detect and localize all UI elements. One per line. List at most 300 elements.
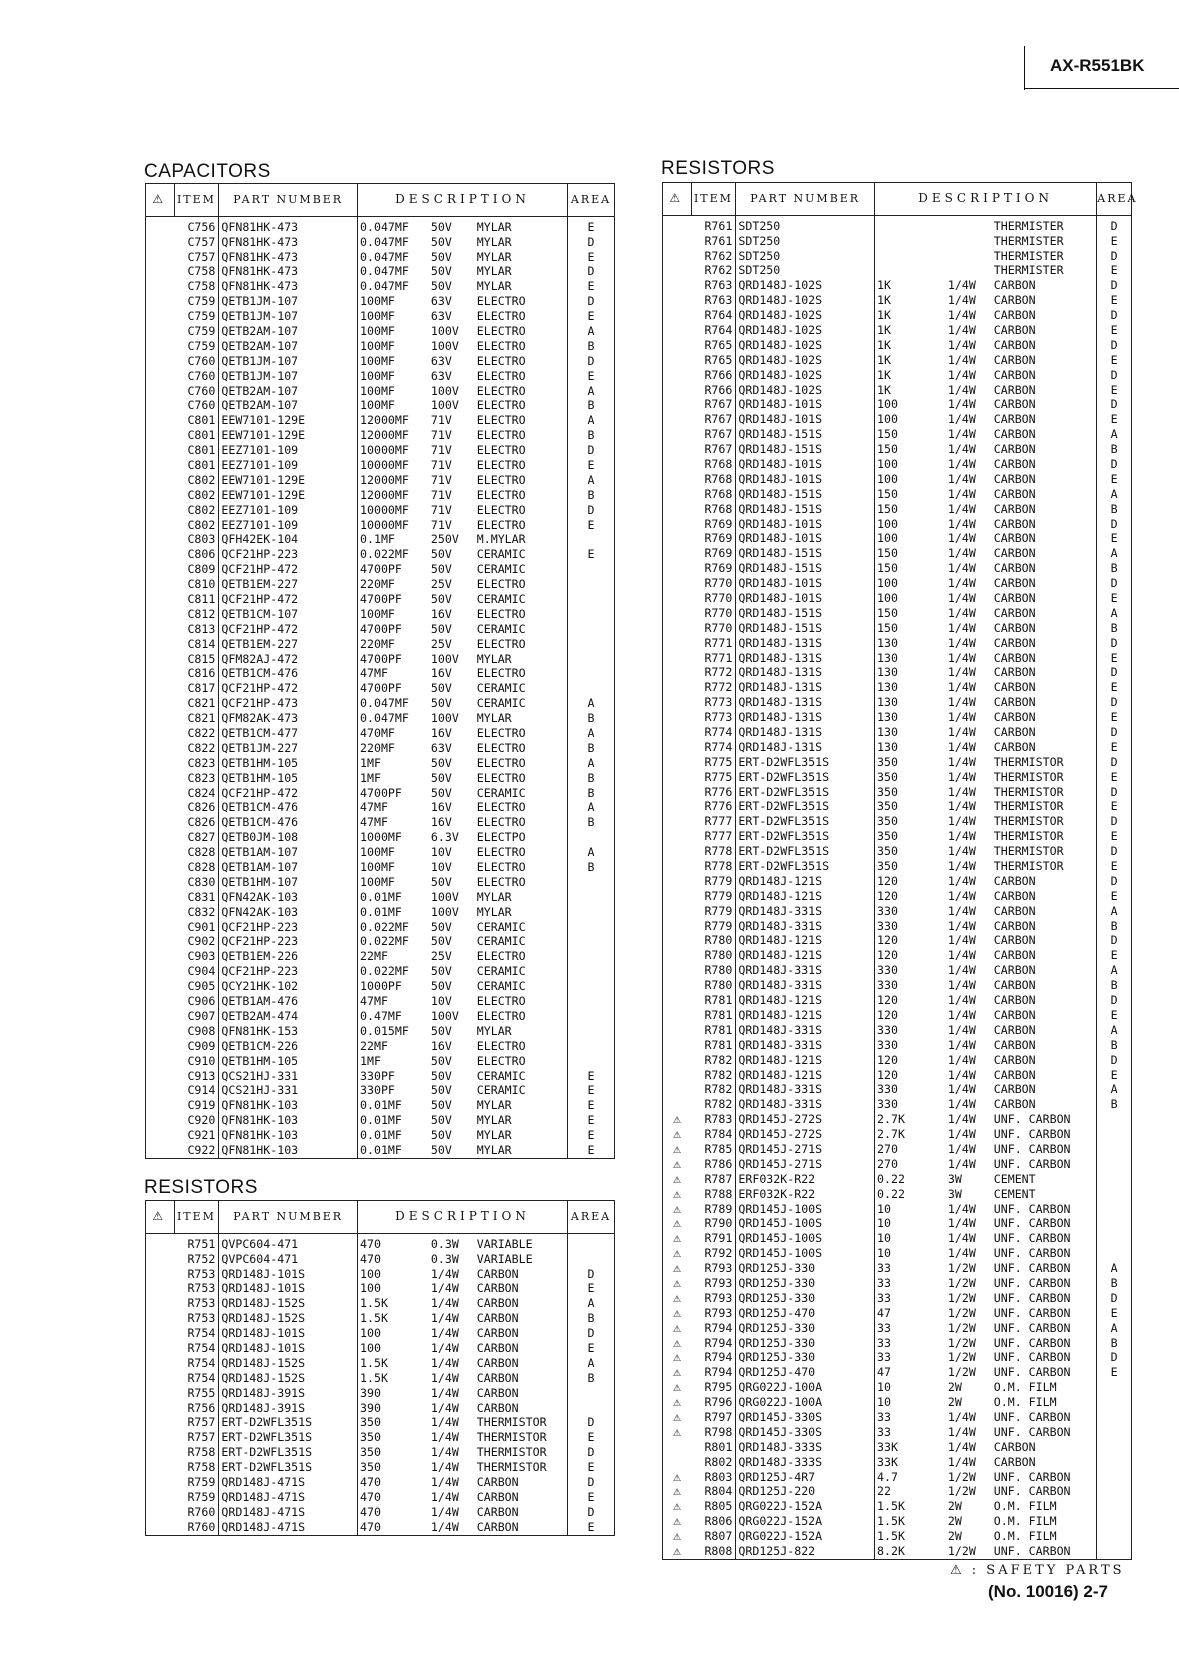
- safety-mark: [146, 1460, 175, 1475]
- table-row: [663, 636, 1132, 651]
- part-number: QRD148J-131S: [736, 636, 875, 651]
- part-number: QRD125J-330: [736, 1291, 875, 1306]
- part-number: QFN81HK-473: [219, 280, 358, 295]
- item-code: R763: [691, 293, 736, 308]
- area-code: E: [1097, 323, 1132, 338]
- type: UNF. CARBON: [992, 1425, 1097, 1440]
- value: 33: [875, 1291, 946, 1306]
- area-code: D: [1097, 308, 1132, 323]
- area-code: A: [568, 801, 615, 816]
- safety-mark: [146, 1054, 175, 1069]
- item-code: R781: [691, 993, 736, 1008]
- type: CARBON: [992, 964, 1097, 979]
- table-row: [146, 965, 615, 980]
- area-code: B: [568, 816, 615, 831]
- area-code: E: [568, 548, 615, 563]
- safety-mark: [663, 651, 692, 666]
- value: 33: [875, 1425, 946, 1440]
- table-row: [663, 547, 1132, 562]
- safety-mark: ⚠: [673, 1306, 681, 1321]
- description-column-header: DESCRIPTION: [358, 1201, 568, 1234]
- value: 350: [875, 830, 946, 845]
- table-row: [146, 935, 615, 950]
- type: MYLAR: [475, 890, 568, 905]
- table-row: [146, 1311, 615, 1326]
- item-code: R774: [691, 740, 736, 755]
- value: 220MF: [358, 637, 429, 652]
- value: 100: [875, 517, 946, 532]
- part-number: QRD148J-151S: [736, 502, 875, 517]
- table-row: [146, 592, 615, 607]
- area-code: B: [568, 339, 615, 354]
- rating: 50V: [430, 1068, 452, 1083]
- safety-mark: [663, 576, 692, 591]
- area-code: [568, 1009, 615, 1024]
- part-number: QCY21HK-102: [219, 979, 358, 994]
- value: 4700PF: [358, 622, 429, 637]
- table-row: [663, 457, 1132, 472]
- table-row: [146, 1267, 615, 1282]
- safety-mark: [146, 1024, 175, 1039]
- rating: 50V: [430, 964, 452, 979]
- table-row: [663, 681, 1132, 696]
- header-rule-vertical: [1024, 46, 1025, 90]
- value: 47MF: [358, 994, 429, 1009]
- type: MYLAR: [475, 711, 568, 726]
- safety-mark: [146, 458, 175, 473]
- table-row: [663, 532, 1132, 547]
- table-row: [146, 562, 615, 577]
- safety-mark: [663, 1053, 692, 1068]
- table-row: [663, 1410, 1132, 1425]
- part-number: QRD145J-100S: [736, 1232, 875, 1247]
- table-row: [146, 1282, 615, 1297]
- value: 4700PF: [358, 682, 429, 697]
- part-number: QRD148J-131S: [736, 651, 875, 666]
- safety-mark: [146, 488, 175, 503]
- safety-mark: [663, 800, 692, 815]
- item-code: R752: [174, 1252, 219, 1267]
- rating: 1/4W: [947, 665, 976, 680]
- part-number: QETB1JM-227: [219, 741, 358, 756]
- area-code: [1097, 1425, 1132, 1440]
- type: O.M. FILM: [992, 1500, 1097, 1515]
- item-code: R754: [174, 1326, 219, 1341]
- part-number: QRD148J-152S: [219, 1371, 358, 1386]
- area-code: D: [1097, 216, 1132, 234]
- area-code: A: [1097, 606, 1132, 621]
- item-code: R782: [691, 1053, 736, 1068]
- safety-mark: [146, 1143, 175, 1158]
- table-row: [146, 473, 615, 488]
- type: THERMISTER: [992, 234, 1097, 249]
- area-code: [1097, 1470, 1132, 1485]
- table-row: [663, 323, 1132, 338]
- safety-mark: [663, 338, 692, 353]
- type: CERAMIC: [475, 1084, 568, 1099]
- type: CARBON: [992, 532, 1097, 547]
- safety-mark: [663, 264, 692, 279]
- table-row: [663, 740, 1132, 755]
- safety-mark: [663, 978, 692, 993]
- type: CARBON: [992, 904, 1097, 919]
- value: 330: [875, 1038, 946, 1053]
- rating: 1/4W: [947, 293, 976, 308]
- area-code: E: [568, 458, 615, 473]
- safety-mark: [146, 860, 175, 875]
- rating: 1/4W: [947, 1127, 976, 1142]
- item-code: R780: [691, 978, 736, 993]
- safety-mark: [663, 517, 692, 532]
- rating: 1/4W: [947, 606, 976, 620]
- area-code: [568, 667, 615, 682]
- safety-mark: [146, 801, 175, 816]
- part-number: QRD148J-121S: [736, 889, 875, 904]
- part-number: QRD148J-331S: [736, 978, 875, 993]
- item-code: R794: [691, 1336, 736, 1351]
- area-code: [568, 979, 615, 994]
- table-row: [663, 308, 1132, 323]
- rating: 100V: [430, 383, 459, 398]
- part-number: QRD148J-152S: [219, 1356, 358, 1371]
- rating: 2W: [947, 1529, 962, 1544]
- value: 470: [358, 1505, 429, 1520]
- value: 33K: [875, 1455, 946, 1470]
- type: CARBON: [992, 517, 1097, 532]
- part-number: QCF21HP-223: [219, 965, 358, 980]
- part-number: SDT250: [736, 234, 875, 249]
- type: UNF. CARBON: [992, 1336, 1097, 1351]
- rating: 50V: [430, 1143, 452, 1157]
- table-row: [146, 280, 615, 295]
- rating: 100V: [430, 890, 459, 904]
- item-code: C759: [174, 309, 219, 324]
- safety-mark: [146, 562, 175, 577]
- part-number: QRD148J-391S: [219, 1401, 358, 1416]
- value: 100MF: [358, 324, 429, 339]
- value: 0.022MF: [358, 935, 429, 950]
- value: 33: [875, 1351, 946, 1366]
- part-number: QRD148J-333S: [736, 1455, 875, 1470]
- part-number: QRD125J-330: [736, 1351, 875, 1366]
- table-row: [146, 831, 615, 846]
- type: O.M. FILM: [992, 1514, 1097, 1529]
- safety-mark: ⚠: [673, 1261, 681, 1277]
- safety-mark: ⚠: [673, 1320, 681, 1336]
- rating: 16V: [430, 800, 452, 815]
- value: 350: [358, 1431, 429, 1446]
- table-row: [146, 920, 615, 935]
- part-number: EEZ7101-109: [219, 518, 358, 533]
- item-code: R755: [174, 1386, 219, 1401]
- table-row: [663, 1351, 1132, 1366]
- value: 120: [875, 949, 946, 964]
- item-code: C826: [174, 801, 219, 816]
- area-code: E: [568, 250, 615, 265]
- table-row: [146, 667, 615, 682]
- item-code: R807: [691, 1529, 736, 1544]
- table-row: [663, 1142, 1132, 1157]
- value: 350: [875, 755, 946, 770]
- part-number: QRD148J-471S: [219, 1520, 358, 1535]
- rating: 63V: [430, 309, 452, 324]
- safety-mark: [146, 414, 175, 429]
- item-code: R782: [691, 1068, 736, 1083]
- area-code: A: [568, 384, 615, 399]
- type: ELECTRO: [475, 607, 568, 622]
- area-code: E: [1097, 1008, 1132, 1023]
- rating: 71V: [430, 458, 452, 472]
- type: ELECTRO: [475, 667, 568, 682]
- area-code: [568, 533, 615, 548]
- area-code: E: [1097, 472, 1132, 487]
- value: 100MF: [358, 354, 429, 369]
- table-row: [146, 1431, 615, 1446]
- item-code: R794: [691, 1321, 736, 1336]
- item-code: C919: [174, 1099, 219, 1114]
- type: CARBON: [992, 561, 1097, 576]
- safety-mark: [146, 1431, 175, 1446]
- value: 150: [875, 502, 946, 517]
- item-code: R776: [691, 785, 736, 800]
- area-code: B: [1097, 1098, 1132, 1113]
- type: CARBON: [992, 740, 1097, 755]
- item-code: R776: [691, 800, 736, 815]
- part-number: QETB2AM-474: [219, 1009, 358, 1024]
- item-code: R769: [691, 561, 736, 576]
- table-row: [663, 1112, 1132, 1127]
- rating: 2W: [947, 1499, 962, 1514]
- part-number: QETB1AM-476: [219, 994, 358, 1009]
- rating: 1/4W: [947, 859, 976, 874]
- rating: 2W: [947, 1395, 962, 1410]
- rating: 1/4W: [947, 1082, 976, 1097]
- safety-mark: [146, 622, 175, 637]
- area-code: [1097, 1157, 1132, 1172]
- item-code: C810: [174, 577, 219, 592]
- part-number: QFN81HK-103: [219, 1128, 358, 1143]
- rating: 1/4W: [947, 338, 976, 352]
- value: 330PF: [358, 1084, 429, 1099]
- type: CERAMIC: [475, 965, 568, 980]
- rating: 10V: [430, 845, 452, 860]
- type: CERAMIC: [475, 979, 568, 994]
- table-row: [663, 1038, 1132, 1053]
- part-number: QRD148J-331S: [736, 1038, 875, 1053]
- area-code: [1097, 1142, 1132, 1157]
- part-number: QRD148J-102S: [736, 353, 875, 368]
- table-row: [146, 875, 615, 890]
- type: CARBON: [475, 1267, 568, 1282]
- type: CEMENT: [992, 1187, 1097, 1202]
- item-code: R770: [691, 591, 736, 606]
- area-code: D: [1097, 279, 1132, 294]
- table-row: [663, 710, 1132, 725]
- safety-mark: [146, 1326, 175, 1341]
- area-code: E: [1097, 591, 1132, 606]
- type: CERAMIC: [475, 682, 568, 697]
- part-number: QRD148J-121S: [736, 1068, 875, 1083]
- area-code: [1097, 1232, 1132, 1247]
- value: 120: [875, 993, 946, 1008]
- table-row: [663, 1053, 1132, 1068]
- value: 10: [875, 1217, 946, 1232]
- safety-mark: ⚠: [673, 1157, 681, 1172]
- safety-mark: [146, 741, 175, 756]
- table-row: [146, 1475, 615, 1490]
- type: MYLAR: [475, 265, 568, 280]
- part-number: ERT-D2WFL351S: [736, 755, 875, 770]
- part-number: QETB1HM-105: [219, 771, 358, 786]
- type: UNF. CARBON: [992, 1306, 1097, 1321]
- rating: 1/4W: [430, 1296, 459, 1311]
- part-number: QRD148J-131S: [736, 710, 875, 725]
- part-number: QRD148J-331S: [736, 1098, 875, 1113]
- table-row: [146, 250, 615, 265]
- rating: 1/2W: [947, 1469, 976, 1484]
- type: CARBON: [992, 1053, 1097, 1068]
- item-code: R773: [691, 696, 736, 711]
- rating: 1/4W: [947, 1231, 976, 1246]
- rating: 1/2W: [947, 1276, 976, 1290]
- area-code: A: [1097, 1321, 1132, 1336]
- value: 330: [875, 904, 946, 919]
- part-number: QETB1CM-476: [219, 816, 358, 831]
- item-code: C821: [174, 697, 219, 712]
- value: 100: [358, 1341, 429, 1356]
- table-row: [663, 1291, 1132, 1306]
- description-column-header: DESCRIPTION: [875, 183, 1097, 216]
- table-row: [146, 905, 615, 920]
- part-number: QRD145J-100S: [736, 1217, 875, 1232]
- rating: 63V: [430, 741, 452, 755]
- part-number: SDT250: [736, 249, 875, 264]
- item-code: C816: [174, 667, 219, 682]
- type: MYLAR: [475, 1024, 568, 1039]
- rating: 1/2W: [947, 1261, 976, 1276]
- value: 100: [875, 532, 946, 547]
- rating: 1/4W: [947, 1246, 976, 1261]
- type: ELECTRO: [475, 771, 568, 786]
- safety-mark: ⚠: [673, 1142, 681, 1157]
- area-code: E: [568, 1520, 615, 1535]
- rating: 100V: [430, 651, 459, 666]
- rating: 1/4W: [947, 784, 976, 799]
- value: 1.5K: [358, 1297, 429, 1312]
- table-row: [146, 1490, 615, 1505]
- item-code: R768: [691, 457, 736, 472]
- value: 1.5K: [358, 1371, 429, 1386]
- item-code: R765: [691, 353, 736, 368]
- type: ELECTRO: [475, 428, 568, 443]
- rating: 10V: [430, 994, 452, 1009]
- table-row: [146, 1445, 615, 1460]
- item-code: R761: [691, 234, 736, 249]
- item-code: R793: [691, 1276, 736, 1291]
- type: ELECTRO: [475, 816, 568, 831]
- part-number: QRD145J-272S: [736, 1127, 875, 1142]
- area-code: A: [1097, 427, 1132, 442]
- table-row: [146, 443, 615, 458]
- table-row: [146, 1341, 615, 1356]
- value: 0.022MF: [358, 548, 429, 563]
- table-row: [663, 800, 1132, 815]
- table-row: [146, 577, 615, 592]
- type: ELECTRO: [475, 488, 568, 503]
- type: CARBON: [992, 442, 1097, 457]
- type: UNF. CARBON: [992, 1261, 1097, 1276]
- value: 100MF: [358, 384, 429, 399]
- safety-mark: [146, 845, 175, 860]
- safety-mark: [663, 815, 692, 830]
- rating: 100V: [430, 1009, 459, 1023]
- value: 10000MF: [358, 443, 429, 458]
- rating: 1/4W: [430, 1400, 459, 1415]
- table-row: [663, 1380, 1132, 1395]
- part-number: QETB1AM-107: [219, 860, 358, 875]
- value: 47: [875, 1306, 946, 1321]
- area-code: [1097, 1544, 1132, 1559]
- part-number: QRD125J-822: [736, 1544, 875, 1559]
- part-number: QRD125J-330: [736, 1261, 875, 1276]
- rating: 50V: [430, 934, 452, 949]
- item-code: C907: [174, 1009, 219, 1024]
- rating: 1/4W: [947, 516, 976, 531]
- rating: 1/2W: [947, 1544, 976, 1558]
- type: CARBON: [475, 1490, 568, 1505]
- item-column-header: ITEM: [691, 183, 736, 216]
- type: CARBON: [475, 1311, 568, 1326]
- rating: 1/2W: [947, 1335, 976, 1350]
- type: THERMISTER: [992, 264, 1097, 279]
- item-code: C905: [174, 979, 219, 994]
- item-code: R773: [691, 710, 736, 725]
- rating: 25V: [430, 577, 452, 592]
- part-number: QRD145J-330S: [736, 1425, 875, 1440]
- table-row: [663, 904, 1132, 919]
- value: 100MF: [358, 875, 429, 890]
- rating: 50V: [430, 681, 452, 696]
- rating: 1/4W: [947, 725, 976, 740]
- item-code: R754: [174, 1341, 219, 1356]
- item-code: C811: [174, 592, 219, 607]
- value: 330: [875, 1083, 946, 1098]
- safety-mark: [146, 1505, 175, 1520]
- item-column-header: ITEM: [174, 184, 219, 217]
- safety-mark: [663, 472, 692, 487]
- table-row: [663, 1500, 1132, 1515]
- type: CERAMIC: [475, 697, 568, 712]
- part-number: QRD148J-131S: [736, 696, 875, 711]
- part-number: QRG022J-100A: [736, 1395, 875, 1410]
- safety-mark: [663, 323, 692, 338]
- safety-mark: [146, 994, 175, 1009]
- table-row: [663, 413, 1132, 428]
- value: 120: [875, 874, 946, 889]
- rating: 1/4W: [947, 829, 976, 844]
- table-row: [146, 324, 615, 339]
- item-code: R754: [174, 1356, 219, 1371]
- table-row: [663, 353, 1132, 368]
- value: 1K: [875, 383, 946, 398]
- area-code: E: [568, 1084, 615, 1099]
- rating: 1/4W: [947, 278, 976, 293]
- safety-mark: [146, 443, 175, 458]
- item-code: C815: [174, 652, 219, 667]
- area-code: D: [1097, 338, 1132, 353]
- type: MYLAR: [475, 905, 568, 920]
- rating: 71V: [430, 488, 452, 502]
